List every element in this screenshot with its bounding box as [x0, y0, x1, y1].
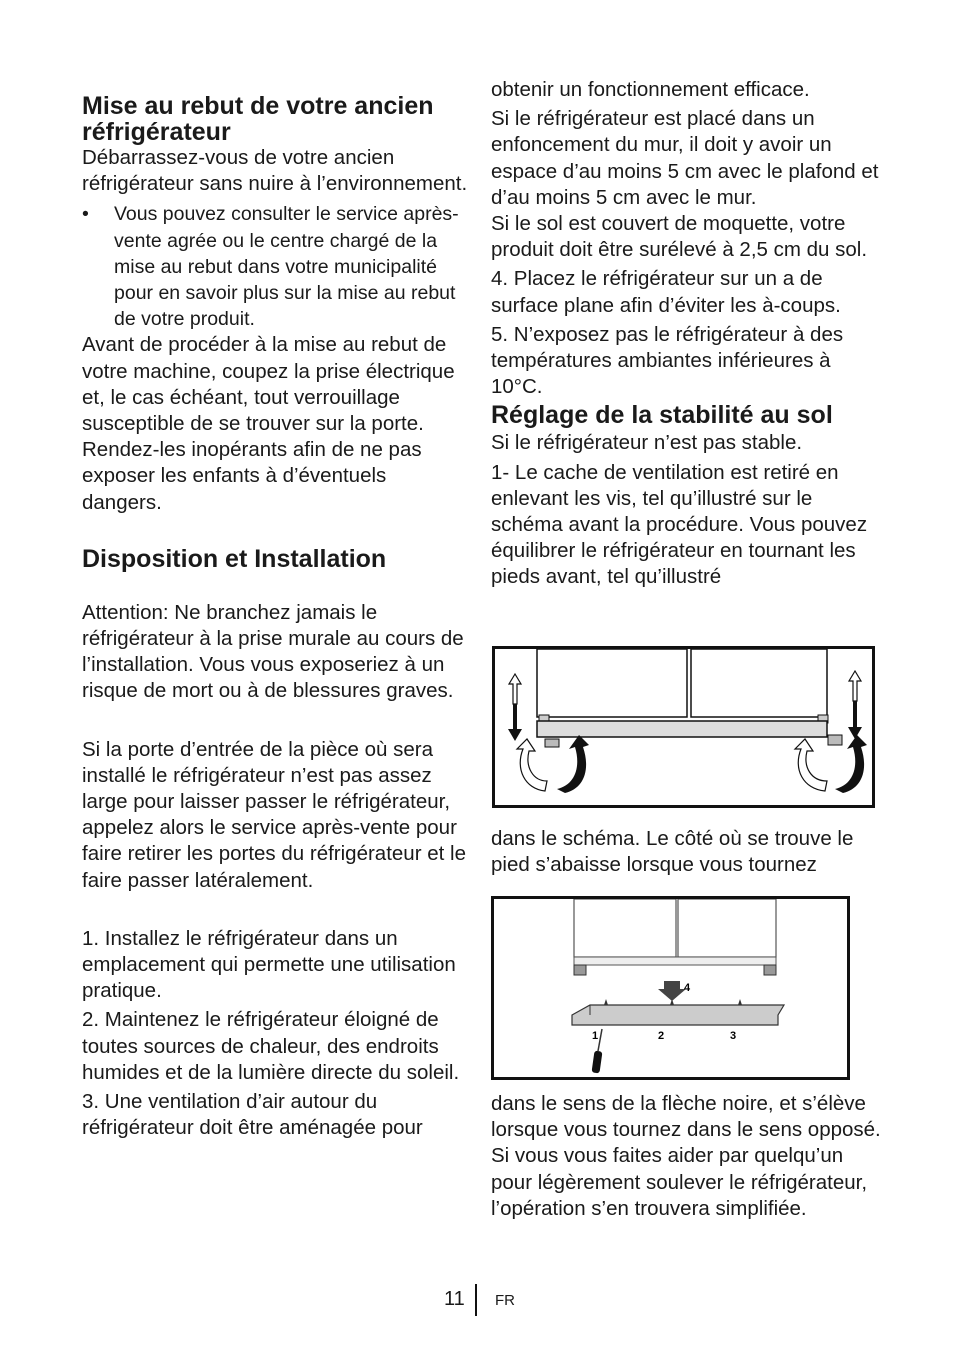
label-2: 2: [658, 1030, 665, 1042]
page-number: 11: [444, 1288, 465, 1310]
stability-step-1: 1- Le cache de ventilation est retiré en enlevant les vis, tel qu’illustré sur le schéma avant la procédure. Vous pouvez équilibrer le réfrigérateur en tournant les pieds avant, tel qu’illustré: [491, 460, 868, 589]
clip-icon: [670, 999, 674, 1005]
language-code: FR: [495, 1292, 515, 1309]
fridge-door-left: [574, 899, 676, 957]
label-4: 4: [684, 982, 691, 994]
ventilation-cover-diagram: [491, 896, 850, 1080]
step-2: 2. Maintenez le réfrigérateur éloigné de toutes sources de chaleur, des endroits humides et de la lumière directe du soleil.: [82, 1008, 460, 1084]
bullet-text: Vous pouvez consulter le service après-vente agrée ou le centre chargé de la mise au rebut dans votre municipalité pour en savoir plus sur la mise au rebut de votre produit.: [114, 203, 459, 331]
feet-adjustment-diagram: [492, 646, 875, 808]
heading-disposal: Mise au rebut de votre ancien réfrigérateur: [82, 92, 434, 146]
label-1: 1: [592, 1030, 599, 1042]
rotate-black-arrow-left-icon: [557, 735, 589, 793]
foot-left: [545, 739, 559, 747]
ventilation-cover: [572, 1005, 784, 1025]
ventilation-cover-svg: [494, 899, 847, 1077]
foot-left: [574, 965, 586, 975]
rotate-open-arrow-right-icon: [795, 739, 827, 791]
fridge-base: [574, 957, 776, 965]
footer-divider: [475, 1284, 477, 1316]
step-3: 3. Une ventilation d’air autour du réfrigérateur doit être aménagée pour: [82, 1090, 423, 1140]
heading-installation: Disposition et Installation: [82, 544, 387, 573]
fridge-door-left: [537, 649, 687, 717]
height-arrows-left-icon: [508, 674, 522, 741]
step-1: 1. Installez le réfrigérateur dans un emplacement qui permette une utilisation pratique.: [82, 926, 456, 1003]
fridge-door-right: [691, 649, 827, 717]
label-3: 3: [730, 1030, 737, 1042]
left-column: [82, 93, 470, 1142]
rotate-open-arrow-left-icon: [517, 739, 547, 791]
stability-intro: Si le réfrigérateur n’est pas stable.: [491, 431, 803, 455]
ventilation-continued: obtenir un fonctionnement efficace.: [491, 78, 810, 101]
clip-icon: [738, 999, 742, 1005]
fridge-door-right: [678, 899, 776, 957]
ventilation-grille: [537, 721, 827, 737]
door-paragraph: Si la porte d’entrée de la pièce où sera installé le réfrigérateur n’est pas assez large pour laisser passer le réfrigérateur, appelez alors le service après-vente pour faire retirer les portes du réfrigérateur et le faire passer latéralement.: [82, 737, 466, 892]
wall-clearance: Si le réfrigérateur est placé dans un enfoncement du mur, il doit y avoir un espace d’au moins 5 cm avec le plafond et d’au moins 5 cm avec le mur.: [491, 107, 879, 209]
heading-stability: Réglage de la stabilité au sol: [491, 401, 833, 430]
bullet-icon: •: [82, 203, 89, 226]
disposal-warning: Avant de procéder à la mise au rebut de votre machine, coupez la prise électrique et, le cas échéant, tout verrouillage susceptible de se trouver sur la porte. Rendez-les inopérants afin de ne pas exposer les enfants à d’éventuels dangers.: [82, 333, 455, 514]
bullet-item: [82, 201, 470, 332]
carpet-note: Si le sol est couvert de moquette, votre produit doit être surélevé à 2,5 cm du sol.: [491, 212, 868, 262]
foot-right: [764, 965, 776, 975]
stability-continued-1: dans le schéma. Le côté où se trouve le pied s’abaisse lorsque vous tournez: [491, 827, 854, 877]
height-arrows-right-icon: [848, 671, 862, 739]
step-4: 4. Placez le réfrigérateur sur un a de surface plane afin d’éviter les à-coups.: [491, 267, 841, 317]
clip-icon: [604, 999, 608, 1005]
foot-right: [828, 735, 842, 745]
step-5: 5. N’exposez pas le réfrigérateur à des températures ambiantes inférieures à 10°C.: [491, 322, 844, 399]
stability-continued-2: dans le sens de la flèche noire, et s’élève lorsque vous tournez dans le sens opposé. Si vous vous faites aider par quelqu’un pour légèrement soulever le réfrigérateur, l’opération s’en trouvera simplifiée.: [491, 1092, 881, 1220]
feet-adjustment-svg: [495, 649, 872, 805]
right-column: [491, 77, 881, 591]
attention-paragraph: Attention: Ne branchez jamais le réfrigérateur à la prise murale au cours de l’installation. Vous vous exposeriez à un risque de mort ou à de blessures graves.: [82, 600, 464, 703]
disposal-intro: Débarrassez-vous de votre ancien réfrigérateur sans nuire à l’environnement.: [82, 146, 468, 196]
down-arrow-icon: [658, 981, 686, 1001]
